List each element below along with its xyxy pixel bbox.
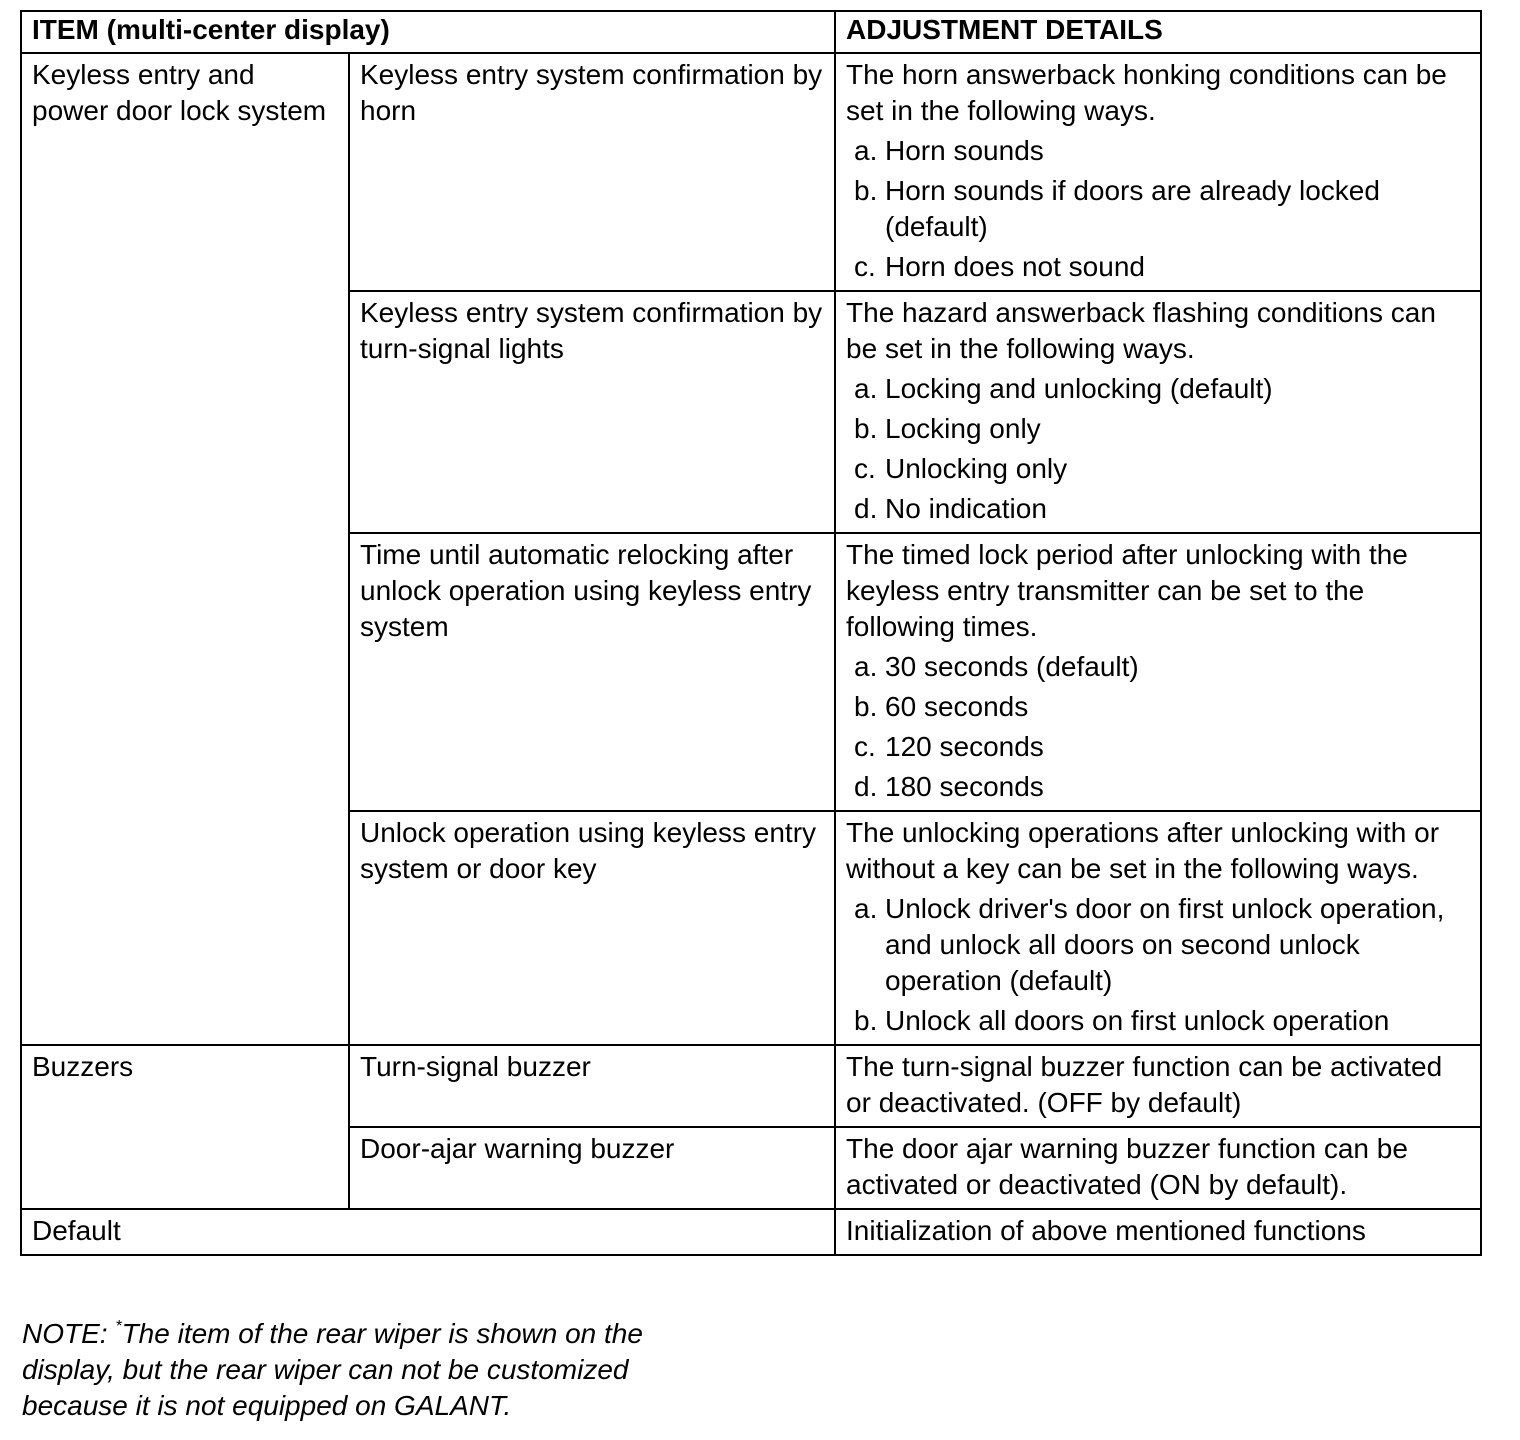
option-letter: d. [854, 493, 878, 524]
option-item [846, 689, 1470, 725]
details-cell: The door ajar warning buzzer function can be activated or deactivated (ON by default). [835, 1127, 1481, 1209]
option-text: Unlocking only [885, 453, 1068, 484]
item-cell: Time until automatic relocking after unlock operation using keyless entry system [349, 533, 835, 811]
option-letter: d. [854, 771, 878, 802]
details-cell [835, 811, 1481, 1045]
option-item [846, 133, 1470, 169]
customization-sheet [20, 10, 1480, 1256]
option-text: Unlock all doors on first unlock operation [885, 1005, 1390, 1036]
item-cell: Keyless entry system confirmation by horn [349, 53, 835, 291]
options-list [846, 891, 1470, 1039]
option-text: No indication [885, 493, 1047, 524]
item-cell: Turn-signal buzzer [349, 1045, 835, 1127]
table-row [21, 1045, 1481, 1127]
header-details-cell: ADJUSTMENT DETAILS [835, 11, 1481, 53]
footnote [22, 1316, 742, 1424]
option-text: Horn sounds if doors are already locked (default) [885, 175, 1380, 242]
note-marker: * [115, 1318, 122, 1335]
details-cell [835, 291, 1481, 533]
details-intro: The timed lock period after unlocking with the keyless entry transmitter can be set to the following times. [846, 539, 1408, 642]
details-intro: The unlocking operations after unlocking with or without a key can be set in the following ways. [846, 817, 1440, 884]
table-header-row [21, 11, 1481, 53]
details-cell [835, 53, 1481, 291]
option-item [846, 173, 1470, 245]
option-letter: a. [854, 893, 878, 924]
item-cell: Keyless entry system confirmation by turn-signal lights [349, 291, 835, 533]
option-letter: c. [854, 251, 876, 282]
option-item [846, 451, 1470, 487]
details-intro: The hazard answerback flashing conditions can be set in the following ways. [846, 297, 1436, 364]
option-item [846, 371, 1470, 407]
item-cell: Door-ajar warning buzzer [349, 1127, 835, 1209]
details-cell: The turn-signal buzzer function can be activated or deactivated. (OFF by default) [835, 1045, 1481, 1127]
option-letter: a. [854, 651, 878, 682]
details-cell [835, 533, 1481, 811]
option-item [846, 769, 1470, 805]
option-item [846, 649, 1470, 685]
option-text: Horn does not sound [885, 251, 1145, 282]
option-letter: a. [854, 135, 878, 166]
option-text: Unlock driver's door on first unlock operation, and unlock all doors on second unlock operation (default) [885, 893, 1445, 996]
option-letter: c. [854, 731, 876, 762]
details-intro: The horn answerback honking conditions can be set in the following ways. [846, 59, 1447, 126]
option-text: Horn sounds [885, 135, 1044, 166]
option-item [846, 491, 1470, 527]
option-text: 60 seconds [885, 691, 1029, 722]
option-letter: c. [854, 453, 876, 484]
option-letter: b. [854, 413, 878, 444]
default-item-cell: Default [21, 1209, 835, 1255]
option-text: 120 seconds [885, 731, 1044, 762]
customization-table [20, 10, 1482, 1256]
group-label-buzzers: Buzzers [21, 1045, 349, 1209]
option-letter: b. [854, 1005, 878, 1036]
option-item [846, 1003, 1470, 1039]
option-item [846, 891, 1470, 999]
option-text: Locking and unlocking (default) [885, 373, 1273, 404]
option-text: 180 seconds [885, 771, 1044, 802]
options-list [846, 133, 1470, 285]
group-label-keyless: Keyless entry and power door lock system [21, 53, 349, 1045]
options-list [846, 649, 1470, 805]
item-cell: Unlock operation using keyless entry system or door key [349, 811, 835, 1045]
table-row [21, 1209, 1481, 1255]
option-item [846, 249, 1470, 285]
default-details-cell: Initialization of above mentioned functions [835, 1209, 1481, 1255]
option-text: 30 seconds (default) [885, 651, 1139, 682]
header-item-cell: ITEM (multi-center display) [21, 11, 835, 53]
option-letter: a. [854, 373, 878, 404]
note-text: The item of the rear wiper is shown on the display, but the rear wiper can not be customized because it is not equipped on GALANT. [22, 1318, 643, 1421]
table-row [21, 53, 1481, 291]
option-text: Locking only [885, 413, 1041, 444]
options-list [846, 371, 1470, 527]
note-prefix: NOTE: [22, 1318, 116, 1349]
option-letter: b. [854, 175, 878, 206]
option-item [846, 729, 1470, 765]
option-letter: b. [854, 691, 878, 722]
option-item [846, 411, 1470, 447]
